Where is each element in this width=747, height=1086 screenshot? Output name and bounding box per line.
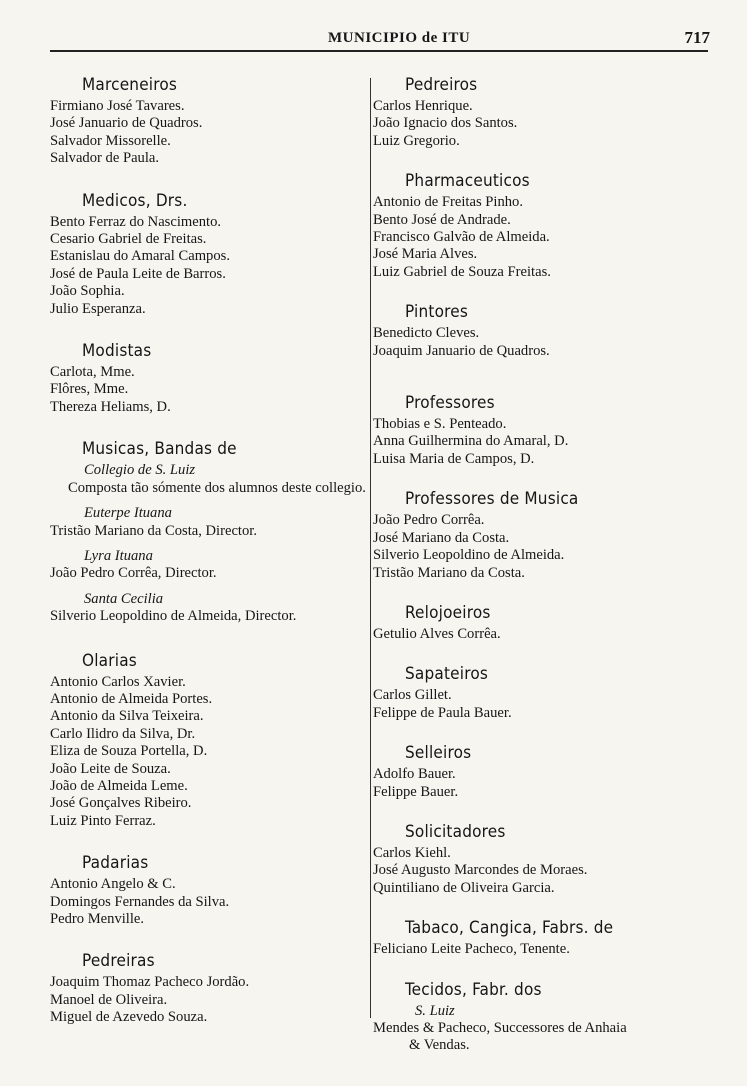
list-item: Luiz Pinto Ferraz. bbox=[50, 812, 156, 829]
list-item: Silverio Leopoldino de Almeida. bbox=[373, 547, 565, 564]
section-pharmaceuticos bbox=[373, 170, 703, 281]
section-subtitle: Collegio de S. Luiz bbox=[84, 462, 196, 479]
list-item: Eliza de Souza Portella, D. bbox=[50, 743, 208, 760]
section-title: Pintores bbox=[405, 302, 469, 323]
column-divider bbox=[370, 78, 371, 1018]
section-musicas bbox=[50, 438, 368, 625]
list-item: Firmiano José Tavares. bbox=[50, 98, 185, 114]
list-item: Quintiliano de Oliveira Garcia. bbox=[373, 879, 555, 896]
list-item: João Pedro Corrêa, Director. bbox=[50, 565, 217, 582]
section-title: Musicas, Bandas de bbox=[82, 439, 237, 460]
list-item: Manoel de Oliveira. bbox=[50, 991, 168, 1008]
list-item: Julio Esperanza. bbox=[50, 300, 146, 317]
list-item: Tristão Mariano da Costa, Director. bbox=[50, 522, 257, 539]
list-item: José Gonçalves Ribeiro. bbox=[50, 795, 192, 812]
list-item: Antonio de Freitas Pinho. bbox=[373, 194, 523, 211]
list-item: Feliciano Leite Pacheco, Tenente. bbox=[373, 941, 570, 958]
list-item: Felippe Bauer. bbox=[373, 783, 459, 800]
list-item: Antonio Carlos Xavier. bbox=[50, 673, 186, 690]
page-number: 717 bbox=[684, 28, 710, 47]
group-name: Euterpe Ituana bbox=[84, 505, 172, 522]
section-title: Professores de Musica bbox=[405, 489, 579, 510]
section-title: Pedreiras bbox=[82, 951, 155, 972]
section-modistas bbox=[50, 340, 368, 416]
list-item: José Januario de Quadros. bbox=[50, 115, 203, 132]
section-title: Olarias bbox=[82, 650, 137, 671]
page-header bbox=[50, 28, 710, 50]
section-tabaco bbox=[373, 917, 703, 958]
section-sapateiros bbox=[373, 663, 703, 722]
group-name: Lyra Ituana bbox=[84, 547, 153, 564]
group-name: Santa Cecilia bbox=[84, 590, 164, 607]
list-item: Anna Guilhermina do Amaral, D. bbox=[373, 433, 569, 450]
section-selleiros bbox=[373, 742, 703, 801]
section-title: Modistas bbox=[82, 341, 152, 362]
section-title: Medicos, Drs. bbox=[82, 190, 188, 211]
left-column bbox=[50, 74, 368, 1027]
list-item: Luiz Gregorio. bbox=[373, 132, 460, 149]
running-title: MUNICIPIO de ITU bbox=[328, 30, 471, 46]
list-item: Benedicto Cleves. bbox=[373, 325, 480, 342]
section-title: Solicitadores bbox=[405, 821, 506, 842]
list-item: & Vendas. bbox=[409, 1037, 470, 1054]
section-title: Tabaco, Cangica, Fabrs. de bbox=[405, 918, 614, 939]
list-item: Francisco Galvão de Almeida. bbox=[373, 229, 550, 246]
list-item: Domingos Fernandes da Silva. bbox=[50, 893, 230, 910]
list-item: Luisa Maria de Campos, D. bbox=[373, 450, 535, 467]
list-item: Mendes & Pacheco, Successores de Anhaia bbox=[373, 1019, 627, 1036]
section-title: Pedreiros bbox=[405, 75, 478, 95]
header-rule bbox=[50, 50, 708, 52]
section-title: Professores bbox=[405, 393, 495, 414]
list-item: João de Almeida Leme. bbox=[50, 777, 188, 794]
section-medicos bbox=[50, 190, 368, 318]
list-item: José Mariano da Costa. bbox=[373, 529, 510, 546]
section-solicitadores bbox=[373, 821, 703, 897]
list-item: José Augusto Marcondes de Moraes. bbox=[373, 862, 588, 879]
list-item: Antonio de Almeida Portes. bbox=[50, 690, 213, 707]
section-title: Relojoeiros bbox=[405, 602, 491, 623]
list-item: Flôres, Mme. bbox=[50, 381, 129, 398]
list-item: Tristão Mariano da Costa. bbox=[373, 564, 525, 581]
section-pedreiros bbox=[373, 74, 703, 150]
section-olarias bbox=[50, 650, 368, 831]
section-pintores bbox=[373, 301, 703, 360]
list-item: Miguel de Azevedo Souza. bbox=[50, 1009, 208, 1026]
section-professores bbox=[373, 392, 703, 468]
list-item: Carlos Gillet. bbox=[373, 687, 452, 704]
list-item: Salvador de Paula. bbox=[50, 150, 160, 167]
section-title: Tecidos, Fabr. dos bbox=[405, 979, 542, 1000]
section-title: Marceneiros bbox=[82, 75, 178, 95]
list-item: Carlo Ilidro da Silva, Dr. bbox=[50, 725, 196, 742]
section-marceneiros bbox=[50, 74, 368, 168]
section-title: Padarias bbox=[82, 853, 149, 874]
list-item: Carlos Henrique. bbox=[373, 98, 473, 114]
right-column bbox=[373, 74, 703, 1055]
list-item: Thereza Heliams, D. bbox=[50, 398, 171, 415]
list-item: João Pedro Corrêa. bbox=[373, 512, 485, 529]
section-professores-musica bbox=[373, 488, 703, 582]
section-title: Sapateiros bbox=[405, 664, 489, 685]
section-padarias bbox=[50, 852, 368, 928]
list-item: Bento José de Andrade. bbox=[373, 211, 511, 228]
list-item: Cesario Gabriel de Freitas. bbox=[50, 231, 207, 248]
list-item: Felippe de Paula Bauer. bbox=[373, 704, 512, 721]
list-item: Thobias e S. Penteado. bbox=[373, 416, 507, 433]
list-item: José Maria Alves. bbox=[373, 246, 478, 263]
list-item: João Leite de Souza. bbox=[50, 760, 171, 777]
list-item: Getulio Alves Corrêa. bbox=[373, 625, 501, 642]
section-title: Selleiros bbox=[405, 743, 472, 764]
section-subtitle: S. Luiz bbox=[415, 1002, 455, 1019]
list-item: Adolfo Bauer. bbox=[373, 766, 456, 783]
list-item: Antonio Angelo & C. bbox=[50, 876, 176, 893]
section-title: Pharmaceuticos bbox=[405, 171, 530, 192]
section-note: Composta tão sómente dos alumnos deste collegio. bbox=[68, 479, 366, 496]
list-item: Pedro Menville. bbox=[50, 911, 145, 927]
section-pedreiras bbox=[50, 950, 368, 1026]
list-item: José de Paula Leite de Barros. bbox=[50, 265, 226, 282]
list-item: Bento Ferraz do Nascimento. bbox=[50, 213, 222, 230]
list-item: Salvador Missorelle. bbox=[50, 132, 171, 149]
section-relojoeiros bbox=[373, 602, 703, 643]
list-item: João Sophia. bbox=[50, 283, 125, 300]
section-tecidos bbox=[373, 979, 703, 1055]
list-item: Carlos Kiehl. bbox=[373, 844, 451, 861]
list-item: Luiz Gabriel de Souza Freitas. bbox=[373, 263, 551, 280]
list-item: Silverio Leopoldino de Almeida, Director. bbox=[50, 608, 297, 625]
list-item: João Ignacio dos Santos. bbox=[373, 115, 518, 132]
list-item: Estanislau do Amaral Campos. bbox=[50, 248, 230, 265]
list-item: Joaquim Thomaz Pacheco Jordão. bbox=[50, 974, 250, 991]
list-item: Carlota, Mme. bbox=[50, 364, 135, 381]
list-item: Joaquim Januario de Quadros. bbox=[373, 342, 550, 359]
list-item: Antonio da Silva Teixeira. bbox=[50, 708, 204, 725]
